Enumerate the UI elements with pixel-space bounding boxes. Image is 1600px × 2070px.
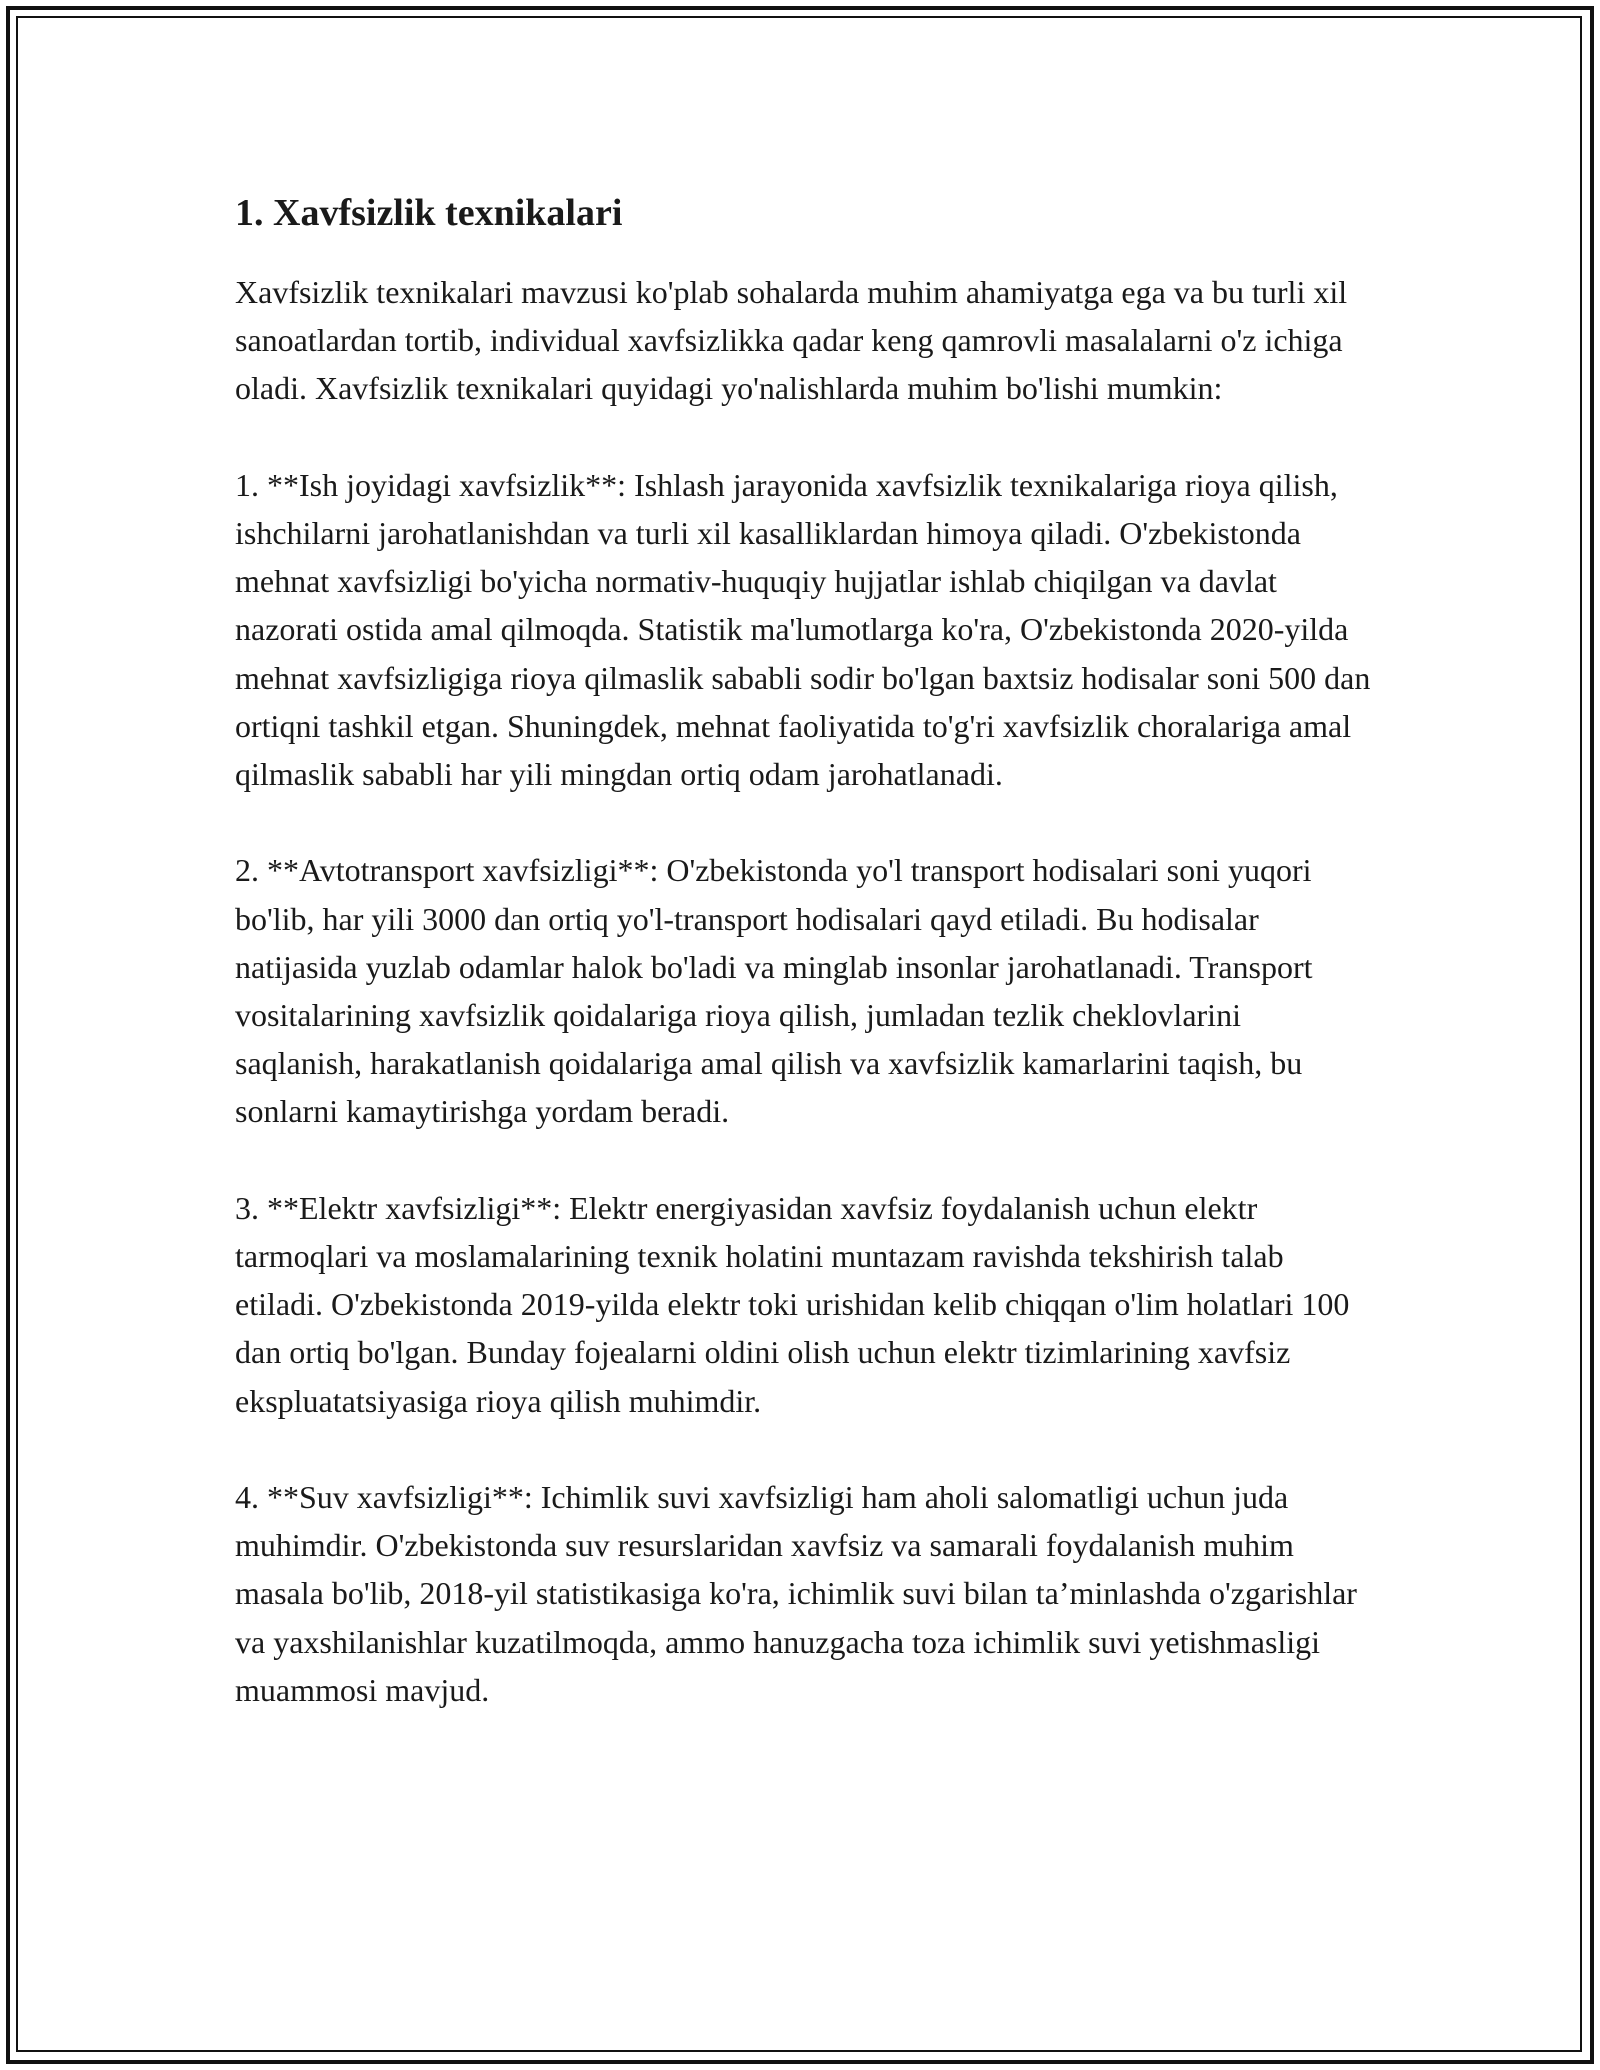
section-workplace-safety: 1. **Ish joyidagi xavfsizlik**: Ishlash jarayonida xavfsizlik texnikalariga rioya qilish, ishchilarni jarohatlanishdan va turli xil kasalliklardan himoya qiladi. O'zbekistonda mehnat xavfsizligi bo'yicha normativ-huquqiy hujjatlar ishlab chiqilgan va davlat nazorati ostida amal qilmoqda. Statistik ma'lumotlarga ko'ra, O'zbekistonda 2020-yilda mehnat xavfsizligiga rioya qilmaslik sababli sodir bo'lgan baxtsiz hodisalar soni 500 dan ortiqni tashkil etgan. Shuningdek, mehnat faoliyatida to'g'ri xavfsizlik choralariga amal qilmaslik sababli har yili mingdan ortiq odam jarohatlanadi.: [235, 466, 1371, 793]
section-water-safety: 4. **Suv xavfsizligi**: Ichimlik suvi xavfsizligi ham aholi salomatligi uchun juda muhimdir. O'zbekistonda suv resurslaridan xavfsiz va samarali foydalanish muhim masala bo'lib, 2018-yil statistikasiga ko'ra, ichimlik suvi bilan ta’minlashda o'zgarishlar va yaxshilanishlar kuzatilmoqda, ammo hanuzgacha toza ichimlik suvi yetishmasligi muammosi mavjud.: [235, 1479, 1357, 1708]
section-electrical-safety: 3. **Elektr xavfsizligi**: Elektr energiyasidan xavfsiz foydalanish uchun elektr tarmoqlari va moslamalarining texnik holatini muntazam ravishda tekshirish talab etiladi. O'zbekistonda 2019-yilda elektr toki urishidan kelib chiqqan o'lim holatlari 100 dan ortiq bo'lgan. Bunday fojealarni oldini olish uchun elektr tizimlarining xavfsiz ekspluatatsiyasiga rioya qilish muhimdir.: [235, 1189, 1350, 1419]
intro-paragraph: Xavfsizlik texnikalari mavzusi ko'plab sohalarda muhim ahamiyatga ega va bu turli xil sanoatlardan tortib, individual xavfsizlikka qadar keng qamrovli masalalarni o'z ichiga oladi. Xavfsizlik texnikalari quyidagi yo'nalishlarda muhim bo'lishi mumkin:: [235, 274, 1348, 407]
document-title: 1. Xavfsizlik texnikalari: [235, 192, 623, 234]
section-vehicle-safety: 2. **Avtotransport xavfsizligi**: O'zbekistonda yo'l transport hodisalari soni yuqori bo'lib, har yili 3000 dan ortiq yo'l-transport hodisalari qayd etiladi. Bu hodisalar natijasida yuzlab odamlar halok bo'ladi va minglab insonlar jarohatlanadi. Transport vositalarining xavfsizlik qoidalariga rioya qilish, jumladan tezlik cheklovlarini saqlanish, harakatlanish qoidalariga amal qilish va xavfsizlik kamarlarini taqish, bu sonlarni kamaytirishga yordam beradi.: [235, 852, 1313, 1130]
document-body: [235, 186, 1375, 1762]
